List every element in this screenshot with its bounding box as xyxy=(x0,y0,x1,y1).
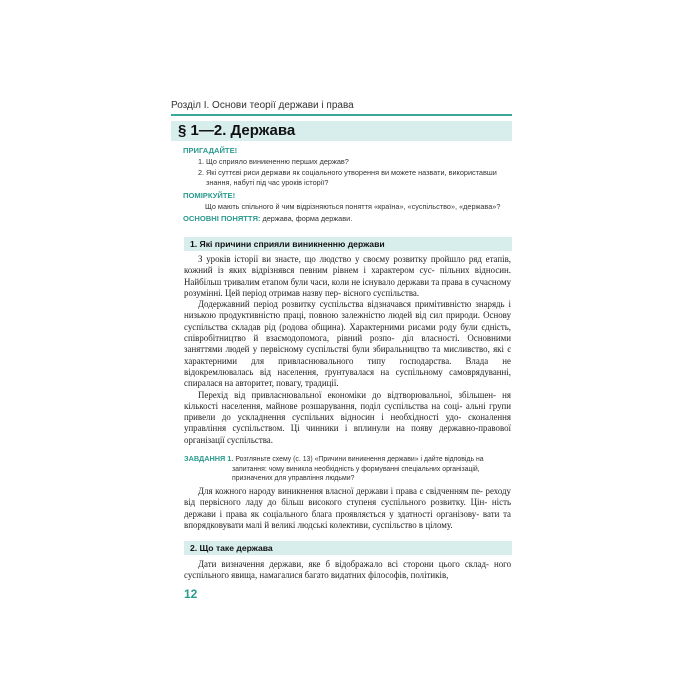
page-title: § 1—2. Держава xyxy=(178,122,296,139)
header-rule xyxy=(171,114,512,116)
section-title: 1. Які причини сприяли виникненню держави xyxy=(190,239,385,249)
list-item: 1. Що сприяло виникненню перших держав? xyxy=(198,157,349,166)
think-label: ПОМІРКУЙТЕ! xyxy=(183,191,236,200)
page-number: 12 xyxy=(184,587,198,601)
paragraph: Перехід від привласнювальної економіки до відтворювальної, збільшен- ня кількості населення, майнове розшарування, поділ суспільства на соці- альні групи привели до ускладнення суспільних відносин і необхідності удо- сконалення управління суспільством. Ці чинники і вплинули на появу державно-правової організації суспільства. xyxy=(184,389,512,445)
task-block: ЗАВДАННЯ 1. Розгляньте схему (с. 13) «Причини виникнення держави» і дайте відповідь на запитання: чому виникла необхідність у формуванні спеціальних організацій, призначених для управління людьми? xyxy=(184,454,484,483)
paragraph: Для кожного народу виникнення власної держави і права є свідченням пе- реходу від первісного ладу до більш високого ступеня суспільного розвитку. Цін- ність держави і права як соціального блага проявляється у здатності організову- вати та впорядковувати малі й великі людські колективи, суспільство в цілому. xyxy=(184,486,512,530)
recall-list xyxy=(198,157,510,188)
paragraph-after-task xyxy=(184,486,511,531)
running-header: Розділ І. Основи теорії держави і права xyxy=(171,100,354,111)
paragraph: Дати визначення держави, яке б відображало всі сторони цього склад- ного суспільного явища, намагалися багато видатних філософів, політиків, xyxy=(184,559,512,581)
section-title: 2. Що таке держава xyxy=(190,543,273,553)
concepts-line: ОСНОВНІ ПОНЯТТЯ: держава, форма держави. xyxy=(183,214,353,223)
section1-text xyxy=(184,254,511,446)
list-item: знання, набуті під час уроків історії? xyxy=(206,178,329,187)
list-item: 2. Які суттєві риси держави як соціального утворення ви можете назвати, використавши xyxy=(198,168,497,177)
task-label: ЗАВДАННЯ 1. xyxy=(184,454,234,463)
think-question: Що мають спільного й чим відрізняються поняття «країна», «суспільство», «держава»? xyxy=(205,202,501,211)
paragraph: Додержавний період розвитку суспільства відзначався примітивністю знарядь і низькою продуктивністю праці, повною залежністю людей від сил природи. Основу суспільства складав рід (родова община). Характерними рисами роду були єдність, співробітництво й взаємодопомога, рівний розпо- діл власності. Основними заняттями людей у первісному суспільстві були збиральництво та мисливство, які є характерними для привласнювального типу господарства. Влада не відокремлювалась від населення, ґрунтувалася на суспільному самоврядуванні, спиралася на авторитет, повагу, традиції. xyxy=(184,299,512,389)
paragraph: З уроків історії ви знаєте, що людство у своєму розвитку пройшло ряд етапів, кожний із яких відрізнявся певним рівнем і характером сус- пільних відносин. Найбільш тривалим етапом були часи, коли не існувало держави та права в сучасному розумінні. Цей період отримав назву пер- вісного суспільства. xyxy=(184,254,512,298)
recall-label: ПРИГАДАЙТЕ! xyxy=(183,146,238,155)
section2-text xyxy=(184,559,511,582)
